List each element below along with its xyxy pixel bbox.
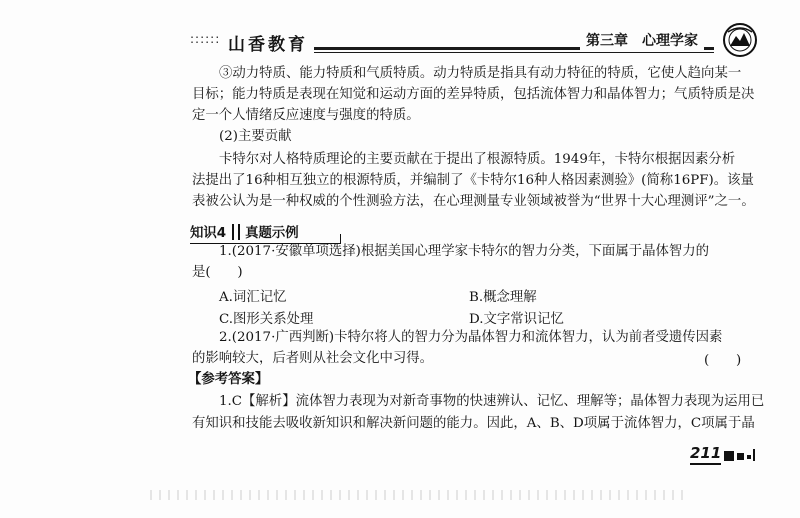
paragraph-contribution-line1: 卡特尔对人格特质理论的主要贡献在于提出了根源特质。1949年，卡特尔根据因素分析: [219, 152, 736, 167]
question-2-line1: 2.(2017·广西判断)卡特尔将人的智力分为晶体智力和流体智力，认为前者受遗传因素: [219, 330, 723, 345]
section-tag: [190, 222, 299, 241]
page-corner-marks-icon: [724, 448, 758, 464]
page-number: 211: [690, 444, 721, 465]
question-1-line2: 是( ): [192, 265, 243, 280]
header-rule-thin: [314, 52, 714, 53]
option-b: B.概念理解: [469, 290, 537, 305]
section-tag-divider: [232, 224, 240, 240]
answer-1-line2: 有知识和技能去吸收新知识和解决新问题的能力。因此，A、B、D项属于流体智力，C项属于晶: [192, 416, 755, 431]
paragraph-contribution-line3: 表被公认为是一种权威的个性测验方法，在心理测量专业领域被誉为“世界十大心理测评”之一。: [192, 194, 755, 209]
question-2-line2: 的影响较大，后者则从社会文化中习得。: [192, 351, 434, 366]
header-dots: ::::::: [190, 32, 221, 46]
section-tag-title: 真题示例: [245, 226, 299, 241]
option-c: C.图形关系处理: [219, 312, 314, 327]
option-a: A.词汇记忆: [219, 290, 287, 305]
brand-name: 山香教育: [228, 35, 308, 55]
scan-noise: [150, 490, 690, 500]
option-d: D.文字常识记忆: [469, 312, 564, 327]
paragraph-contribution-line2: 法提出了16种相互独立的根源特质，并编制了《卡特尔16种人格因素测验》(简称16PF)。该量: [192, 173, 754, 188]
paragraph-traits-line3: 定一个人情绪反应速度与强度的特质。: [192, 108, 420, 123]
question-1-line1: 1.(2017·安徽单项选择)根据美国心理学家卡特尔的智力分类，下面属于晶体智力的: [219, 244, 710, 259]
question-2-answer-blank: ( ): [704, 353, 742, 368]
section-tag-number: 知识4: [190, 226, 227, 241]
brand-logo-icon: [722, 22, 758, 58]
subheading-contribution: (2)主要贡献: [219, 129, 292, 144]
section-heading: [190, 222, 750, 244]
page-header: [190, 30, 750, 56]
chapter-title: 第三章 心理学家: [580, 30, 704, 50]
answer-heading: 【参考答案】: [188, 372, 269, 387]
paragraph-traits-line1: ③动力特质、能力特质和气质特质。动力特质是指具有动力特征的特质，它使人趋向某一: [219, 66, 742, 81]
paragraph-traits-line2: 目标；能力特质是表现在知觉和运动方面的差异特质，包括流体智力和晶体智力；气质特质是决: [192, 87, 755, 102]
answer-1-line1: 1.C【解析】流体智力表现为对新奇事物的快速辨认、记忆、理解等；晶体智力表现为运用已: [219, 394, 765, 409]
